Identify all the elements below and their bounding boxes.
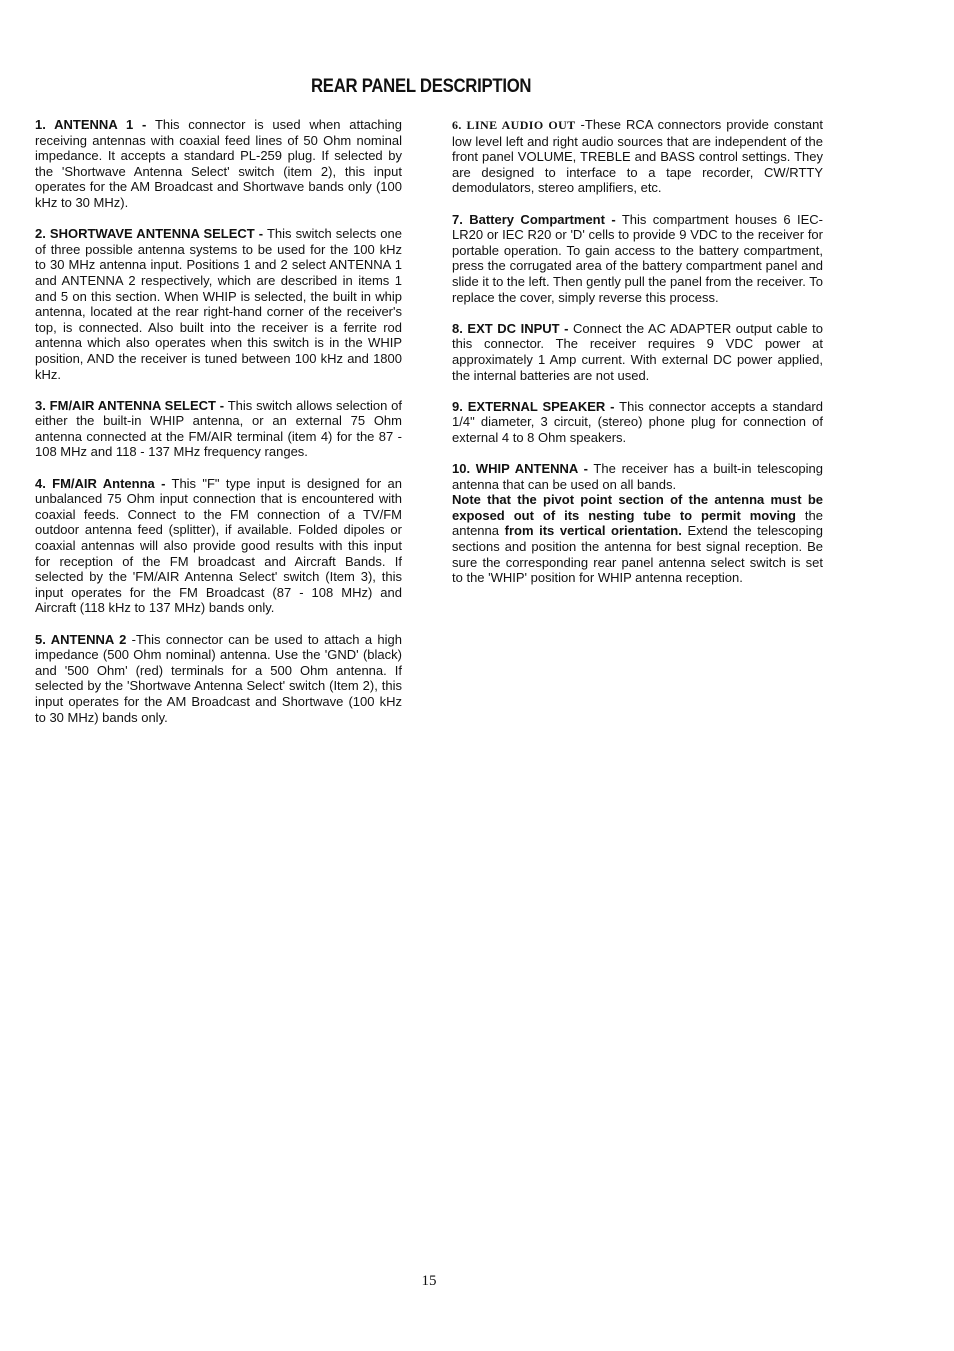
page-title: REAR PANEL DESCRIPTION bbox=[311, 76, 532, 97]
whip-note-text: the antenna bbox=[452, 507, 823, 539]
item-body: -This connector can be used to attach a high impedance (500 Ohm nominal) antenna. Use the 'GND' (black) and '500 Ohm' (red) terminals for a 500 Ohm antenna. If selected by the 'Shortwave Antenna Select' switch (Item 2), this input operates for the AM Broadcast and Shortwave (100 kHz to 30 MHz) bands only. bbox=[35, 631, 402, 725]
item-heading: 3. FM/AIR ANTENNA SELECT - bbox=[35, 397, 225, 413]
item-heading: 5. ANTENNA 2 bbox=[35, 631, 127, 647]
item-line-audio-out bbox=[452, 117, 823, 196]
item-fm-air-antenna-select bbox=[35, 398, 402, 460]
item-body: Connect the AC ADAPTER output cable to this connector. The receiver requires 9 VDC power at approximately 1 Amp current. With external DC power applied, the internal batteries are not used. bbox=[452, 320, 823, 383]
item-heading: 9. EXTERNAL SPEAKER - bbox=[452, 398, 615, 414]
item-body: This connector accepts a standard 1/4" diameter, 3 circuit, (stereo) phone plug for connection of external 4 to 8 Ohm speakers. bbox=[452, 398, 823, 445]
item-fm-air-antenna bbox=[35, 476, 402, 616]
right-column bbox=[452, 117, 823, 601]
item-heading: 4. FM/AIR Antenna - bbox=[35, 475, 166, 491]
item-antenna-1 bbox=[35, 117, 402, 211]
whip-note-text: Extend the telescoping sections and position the antenna for best signal reception. Be sure the corresponding rear panel antenna select switch is set to the 'WHIP' position for WHIP antenna reception. bbox=[452, 523, 823, 586]
item-body: -These RCA connectors provide constant low level left and right audio sources that are independent of the front panel VOLUME, TREBLE and BASS control settings. They are designed to interface to a tape recorder, CW/RTTY demodulators, stereo amplifiers, etc. bbox=[452, 117, 823, 196]
item-battery-compartment bbox=[452, 212, 823, 306]
whip-note-bold: Note that the pivot point section of the antenna must be exposed out of its nesting tube to permit moving bbox=[452, 492, 823, 523]
item-body: This switch selects one of three possible antenna systems to be used for the 100 kHz to 30 MHz antenna input. Positions 1 and 2 select ANTENNA 1 and ANTENNA 2 respectively, which are described in items 1 and 5 on this section. When WHIP is selected, the built in whip antenna, located at the rear right-hand corner of the receiver's top, is connected. Also built into the receiver is a ferrite rod antenna which also operates when this switch is in the WHIP position, AND the receiver is tuned between 100 kHz and 1800 kHz. bbox=[35, 226, 403, 382]
item-heading: 2. SHORTWAVE ANTENNA SELECT - bbox=[35, 226, 264, 242]
item-body: This compartment houses 6 IEC-LR20 or IEC R20 or 'D' cells to provide 9 VDC to the receiver for portable operation. To gain access to the battery compartment, press the corrugated area of the battery compartment panel and slide it to the left. Then gently pull the panel from the receiver. To replace the cover, simply reverse this process. bbox=[452, 211, 823, 305]
item-body: This "F" type input is designed for an unbalanced 75 Ohm input connection that is encountered with coaxial feeds. Connect to the FM connection of a TV/FM outdoor antenna feed (splitter), if available. Folded dipoles or coaxial antennas will also provide good results with this input for reception of the FM broadcast and Aircraft Bands. If selected by the 'FM/AIR Antenna Select' switch (Item 3), this input operates for the FM Broadcast (87 - 108 MHz) and Aircraft (118 kHz to 137 MHz) bands only. bbox=[35, 475, 402, 616]
item-shortwave-antenna-select bbox=[35, 226, 402, 382]
item-ext-dc-input bbox=[452, 321, 823, 383]
item-external-speaker bbox=[452, 399, 823, 446]
item-heading: 8. EXT DC INPUT - bbox=[452, 320, 569, 336]
item-heading: 1. ANTENNA 1 - bbox=[35, 117, 147, 132]
item-whip-antenna bbox=[452, 461, 823, 586]
left-column bbox=[35, 117, 402, 741]
whip-note-bold: from its vertical orientation. bbox=[504, 523, 682, 539]
item-body: This connector is used when attaching receiving antennas with coaxial feed lines of 50 Ohm nominal impedance. It accepts a standard PL-259 plug. If selected by the 'Shortwave Antenna Select' switch (item 2), this input operates for the AM Broadcast and Shortwave bands only (100 kHz to 30 MHz). bbox=[35, 117, 402, 210]
item-antenna-2 bbox=[35, 632, 402, 726]
item-heading: 10. WHIP ANTENNA - bbox=[452, 461, 588, 477]
item-heading: 6. LINE AUDIO OUT bbox=[452, 118, 576, 132]
item-heading: 7. Battery Compartment - bbox=[452, 211, 616, 227]
item-body: This switch allows selection of either the built-in WHIP antenna, or an external 75 Ohm antenna connected at the FM/AIR terminal (item 4) for the 87 - 108 MHz and 118 - 137 MHz frequency ranges. bbox=[35, 397, 403, 460]
page-number: 15 bbox=[421, 1273, 437, 1289]
item-body: The receiver has a built-in telescoping antenna that can be used on all bands. bbox=[452, 461, 824, 492]
